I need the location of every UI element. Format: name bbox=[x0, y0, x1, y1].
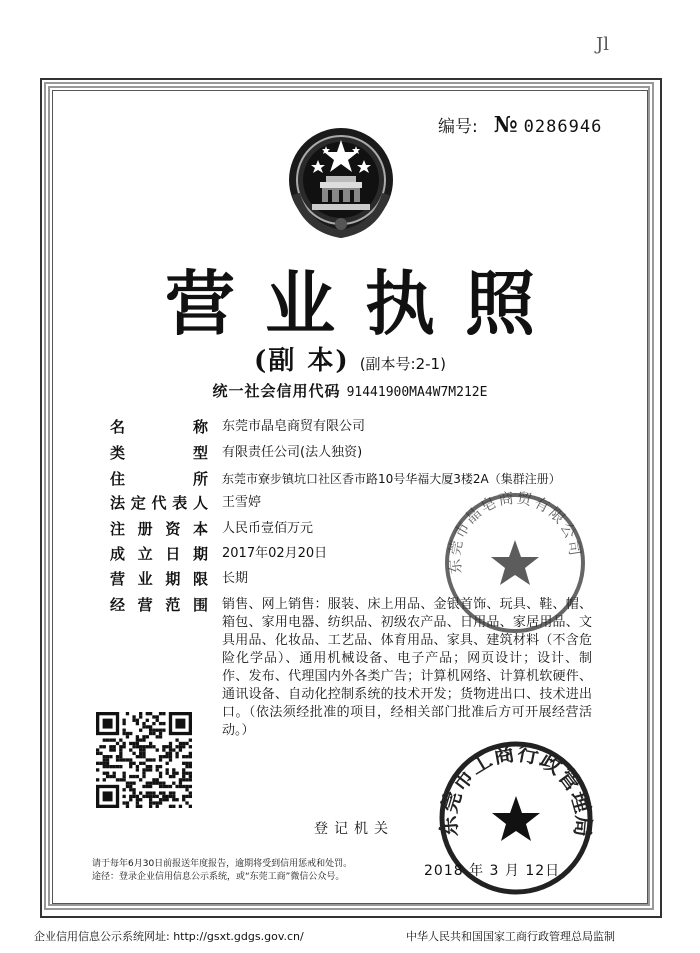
copy-type: (副 本) bbox=[254, 346, 350, 376]
company-seal-text: 东莞市晶皂商贸有限公司 bbox=[445, 488, 585, 575]
field-value: 东莞市寮步镇坑口社区香市路10号华福大厦3楼2A（集群注册） bbox=[222, 472, 561, 486]
field-value: 王雪婷 bbox=[222, 495, 262, 510]
authority-seal-text: 东莞市工商行政管理局 bbox=[436, 740, 596, 839]
document-subtitle bbox=[0, 340, 700, 377]
annual-report-notice bbox=[92, 858, 352, 884]
footer-issuer: 中华人民共和国国家工商行政管理总局监制 bbox=[406, 930, 615, 943]
field-label: 住 所 bbox=[110, 470, 208, 488]
qr-code-icon bbox=[96, 712, 192, 808]
field-label: 经 营 范 围 bbox=[110, 596, 208, 614]
handwritten-mark: Jl bbox=[596, 34, 609, 55]
copy-number: (副本号:2-1) bbox=[359, 355, 446, 373]
company-seal-icon bbox=[440, 488, 590, 638]
credit-code bbox=[0, 380, 700, 401]
serial-label: 编号: bbox=[438, 117, 478, 137]
field-value: 东莞市晶皂商贸有限公司 bbox=[222, 419, 366, 434]
field-value: 销售、网上销售：服装、床上用品、金银首饰、玩具、鞋、帽、箱包、家用电器、纺织品、初级农产品、日用品、家居用品、文具用品、化妆品、工艺品、体育用品、家具、建筑材料（不含危险化学品）、通用机械设备、电子产品；网页设计；设计、制作、发布、代理国内外各类广告；计算机网络、计算机软硬件、通讯设备、自动化控制系统的技术开发；货物进出口、技术进出口。（依法须经批准的项目，经相关部门批准后方可开展经营活动。） bbox=[222, 597, 592, 738]
field-label: 类 型 bbox=[110, 444, 208, 462]
field-value: 2017年02月20日 bbox=[222, 546, 328, 561]
field-label: 营 业 期 限 bbox=[110, 570, 208, 588]
credit-code-value: 91441900MA4W7M212E bbox=[346, 385, 488, 400]
serial-number bbox=[438, 112, 602, 138]
field-value: 长期 bbox=[222, 571, 249, 586]
credit-code-label: 统一社会信用代码 bbox=[212, 382, 341, 400]
field-value: 人民币壹佰万元 bbox=[222, 521, 314, 536]
serial-value: 0286946 bbox=[523, 117, 603, 137]
document-title: 营业执照 bbox=[165, 262, 565, 345]
registration-authority-label: 登记机关 bbox=[314, 821, 394, 837]
field-label: 法 定 代 表 人 bbox=[110, 494, 208, 512]
field-label: 注 册 资 本 bbox=[110, 520, 208, 538]
notice-line: 请于每年6月30日前报送年度报告，逾期将受到信用惩戒和处罚。 bbox=[92, 859, 353, 869]
issue-date: 2018 年 3 月 12日 bbox=[424, 863, 561, 879]
footer-website: 企业信用信息公示系统网址: http://gsxt.gdgs.gov.cn/ bbox=[34, 930, 304, 943]
field-label: 成 立 日 期 bbox=[110, 545, 208, 563]
notice-line: 途径：登录企业信用信息公示系统，或“东莞工商”微信公众号。 bbox=[92, 872, 345, 882]
national-emblem-icon bbox=[282, 124, 400, 242]
field-value: 有限责任公司(法人独资) bbox=[222, 445, 363, 460]
serial-prefix: № bbox=[493, 112, 518, 138]
field-label: 名 称 bbox=[110, 418, 208, 436]
